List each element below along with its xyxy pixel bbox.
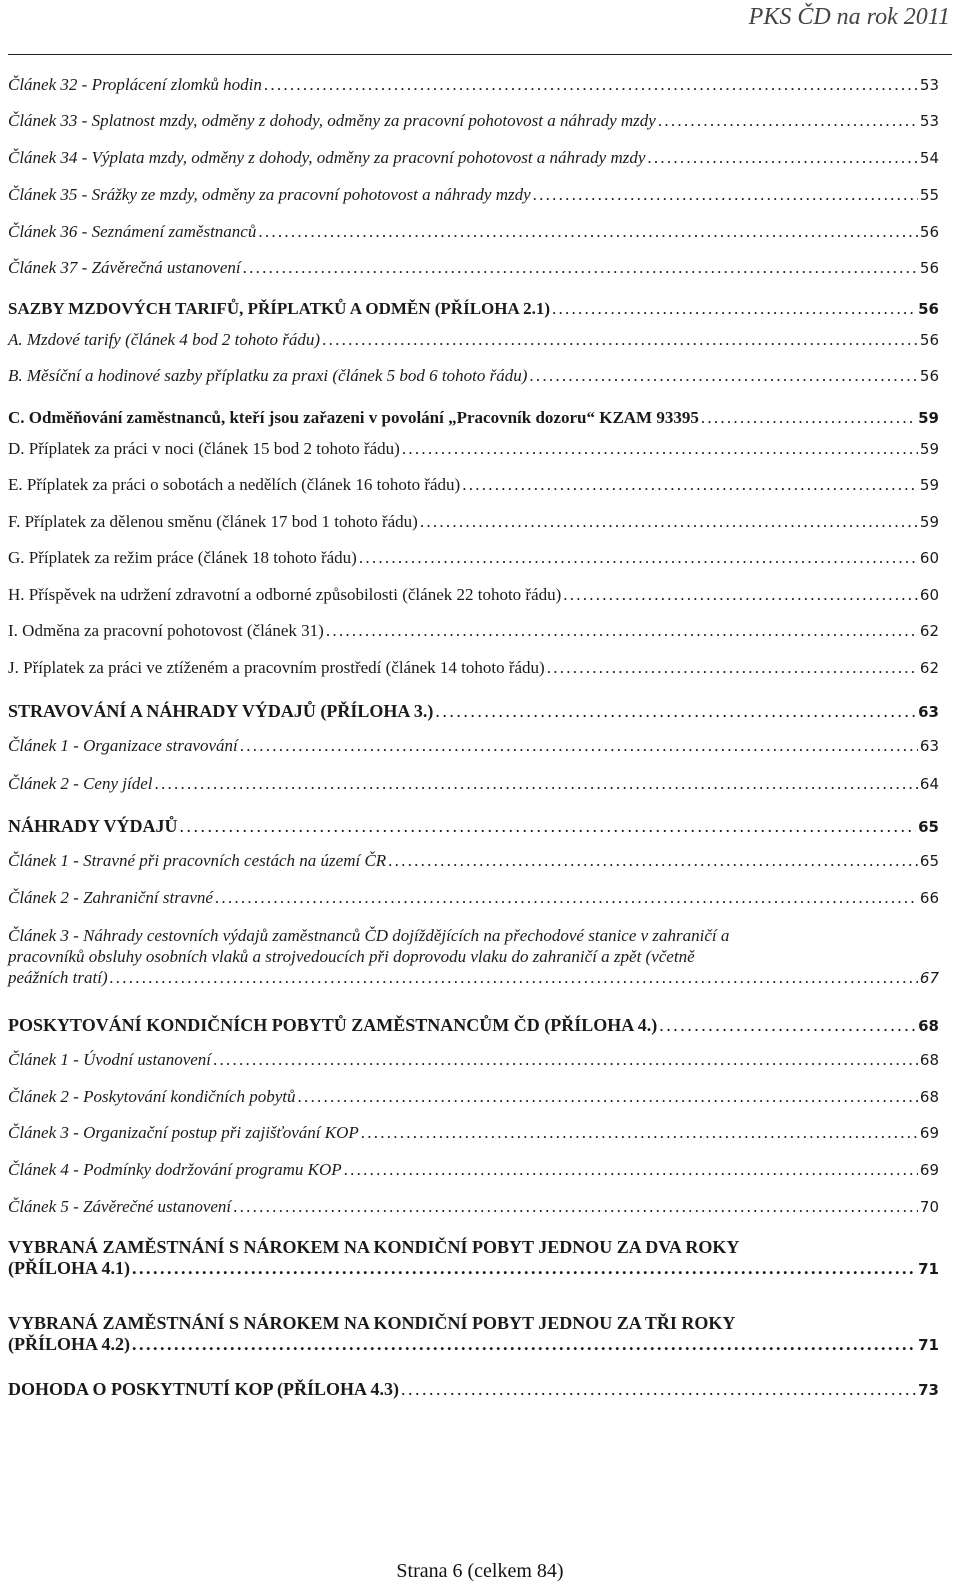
toc-entry[interactable]: Článek 2 - Poskytování kondičních pobytů . . . 68	[8, 1087, 939, 1107]
toc-entry[interactable]: G. Příplatek za režim práce (článek 18 tohoto řádu) . . . 60	[8, 548, 939, 568]
toc-entry[interactable]: D. Příplatek za práci v noci (článek 15 bod 2 tohoto řádu) . . . 59	[8, 439, 939, 459]
toc-entry[interactable]: Článek 35 - Srážky ze mzdy, odměny za pracovní pohotovost a náhrady mzdy . . . 55	[8, 185, 939, 205]
toc-entry[interactable]: H. Příspěvek na udržení zdravotní a odborné způsobilosti (článek 22 tohoto řádu) . . . 60	[8, 585, 939, 605]
toc-entry[interactable]: C. Odměňování zaměstnanců, kteří jsou zařazeni v povolání „Pracovník dozoru“ KZAM 93395 . . . 59	[8, 408, 939, 428]
toc-section[interactable]: POSKYTOVÁNÍ KONDIČNÍCH POBYTŮ ZAMĚSTNANCŮM ČD (PŘÍLOHA 4.) . . . 68	[8, 1015, 939, 1036]
toc-entry[interactable]: Článek 33 - Splatnost mzdy, odměny z dohody, odměny za pracovní pohotovost a náhrady mzdy . . . 53	[8, 111, 939, 131]
toc-entry[interactable]: Článek 4 - Podmínky dodržování programu KOP . . . 69	[8, 1160, 939, 1180]
toc-entry[interactable]: Článek 2 - Zahraniční stravné . . . 66	[8, 888, 939, 908]
toc-entry[interactable]: Článek 37 - Závěrečná ustanovení . . . 56	[8, 258, 939, 278]
toc-entry[interactable]: A. Mzdové tarify (článek 4 bod 2 tohoto řádu) . . . 56	[8, 330, 939, 350]
toc-section-multiline[interactable]: VYBRANÁ ZAMĚSTNÁNÍ S NÁROKEM NA KONDIČNÍ POBYT JEDNOU ZA DVA ROKY (PŘÍLOHA 4.1) . . . 71	[8, 1237, 939, 1280]
toc-section[interactable]: DOHODA O POSKYTNUTÍ KOP (PŘÍLOHA 4.3) . . . 73	[8, 1379, 939, 1400]
toc-entry[interactable]: J. Příplatek za práci ve ztíženém a pracovním prostředí (článek 14 tohoto řádu) . . . 62	[8, 658, 939, 678]
toc-entry[interactable]: Článek 5 - Závěrečné ustanovení . . . 70	[8, 1197, 939, 1217]
toc-section-multiline[interactable]: VYBRANÁ ZAMĚSTNÁNÍ S NÁROKEM NA KONDIČNÍ POBYT JEDNOU ZA TŘI ROKY (PŘÍLOHA 4.2) . . . 71	[8, 1313, 939, 1356]
toc-section[interactable]: NÁHRADY VÝDAJŮ . . . 65	[8, 816, 939, 837]
toc-entry[interactable]: E. Příplatek za práci o sobotách a nedělích (článek 16 tohoto řádu) . . . 59	[8, 475, 939, 495]
toc-entry[interactable]: Článek 34 - Výplata mzdy, odměny z dohody, odměny za pracovní pohotovost a náhrady mzdy . . . 54	[8, 148, 939, 168]
toc-entry[interactable]: Článek 3 - Organizační postup při zajišťování KOP . . . 69	[8, 1123, 939, 1143]
toc-entry-multiline[interactable]: Článek 3 - Náhrady cestovních výdajů zaměstnanců ČD dojíždějících na přechodové stanice v zahraničí a pracovníků obsluhy osobních vlaků a strojvedoucích při doprovodu vlaku do zahraničí a zpět (včetně peážních tratí) . . . 67	[8, 925, 939, 989]
header-title: PKS ČD na rok 2011	[748, 4, 950, 30]
toc-entry[interactable]: Článek 32 - Proplácení zlomků hodin . . . 53	[8, 75, 939, 95]
toc-section[interactable]: SAZBY MZDOVÝCH TARIFŮ, PŘÍPLATKŮ A ODMĚN (PŘÍLOHA 2.1) . . . 56	[8, 299, 939, 319]
toc-entry[interactable]: Článek 36 - Seznámení zaměstnanců . . . 56	[8, 222, 939, 242]
toc-entry[interactable]: Článek 1 - Úvodní ustanovení . . . 68	[8, 1050, 939, 1070]
toc-section[interactable]: STRAVOVÁNÍ A NÁHRADY VÝDAJŮ (PŘÍLOHA 3.) . . . 63	[8, 701, 939, 722]
page-header	[8, 0, 952, 55]
toc-entry[interactable]: F. Příplatek za dělenou směnu (článek 17 bod 1 tohoto řádu) . . . 59	[8, 512, 939, 532]
page-footer: Strana 6 (celkem 84)	[396, 1560, 564, 1582]
toc-entry[interactable]: B. Měsíční a hodinové sazby příplatku za praxi (článek 5 bod 6 tohoto řádu) . . . 56	[8, 366, 939, 386]
toc-entry[interactable]: I. Odměna za pracovní pohotovost (článek 31) . . . 62	[8, 621, 939, 641]
toc-entry[interactable]: Článek 2 - Ceny jídel . . . 64	[8, 774, 939, 794]
toc-entry[interactable]: Článek 1 - Organizace stravování . . . 63	[8, 736, 939, 756]
toc-entry[interactable]: Článek 1 - Stravné při pracovních cestách na území ČR . . . 65	[8, 851, 939, 871]
